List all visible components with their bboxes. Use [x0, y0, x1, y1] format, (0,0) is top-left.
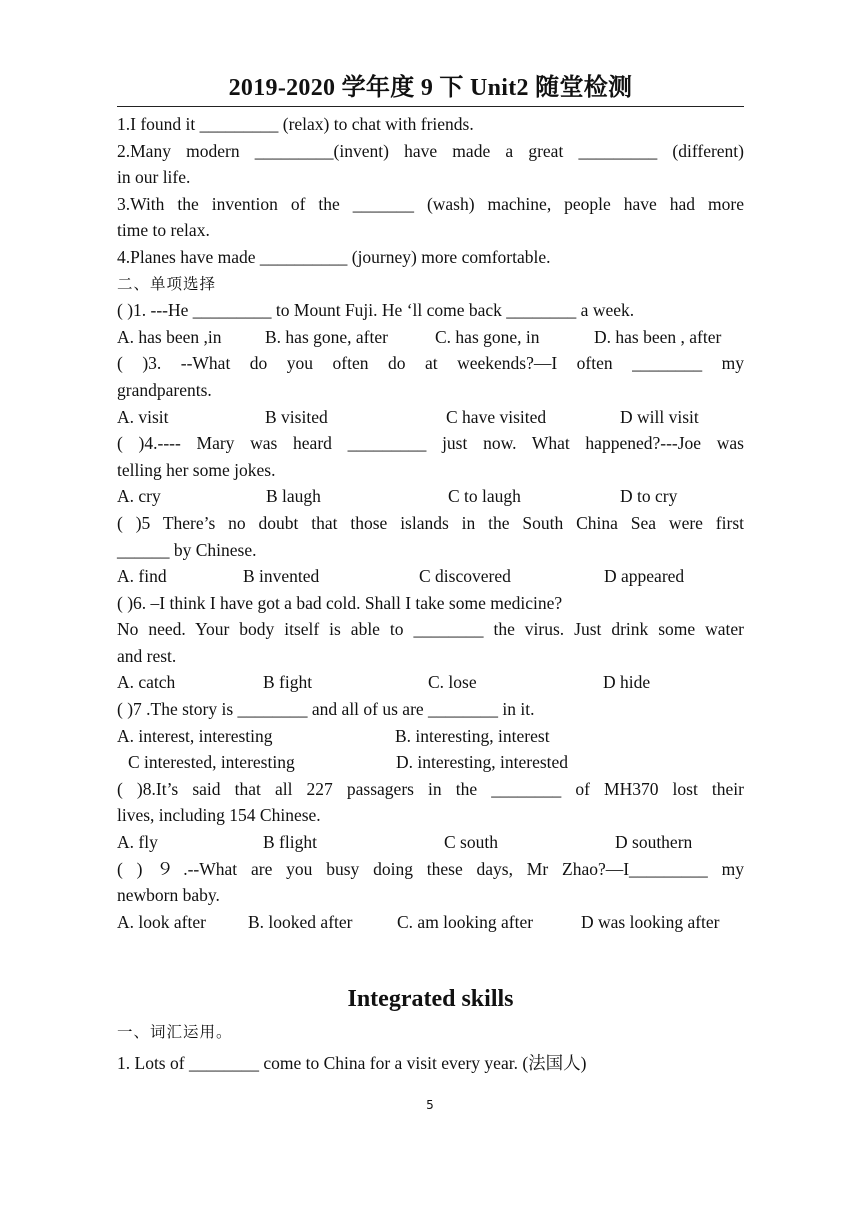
option-a: A. find — [117, 566, 167, 587]
question-stem: ( )4.---- Mary was heard _________ just now. What happened?---Joe was — [117, 433, 744, 454]
fill-line: 3.With the invention of the _______ (wash) machine, people have had more — [117, 193, 744, 214]
fill-line: 1. Lots of ________ come to China for a visit every year. (法国人) — [117, 1053, 587, 1073]
option-d: D will visit — [620, 406, 699, 427]
answer-options — [117, 723, 744, 750]
question-stem: ( )1. ---He _________ to Mount Fuji. He ‘ll come back ________ a week. — [117, 300, 635, 321]
question-stem: ( )3. --What do you often do at weekends?—I often ________ my — [117, 353, 744, 374]
option-d: D hide — [603, 672, 651, 693]
question-stem: No need. Your body itself is able to ________ the virus. Just drink some water — [117, 619, 744, 640]
fill-line: in our life. — [117, 167, 191, 188]
option-b: B visited — [265, 406, 328, 427]
answer-options — [117, 483, 744, 510]
option-a: A. cry — [117, 486, 161, 507]
question-stem: newborn baby. — [117, 885, 220, 906]
question-stem: ( ) ９.--What are you busy doing these days, Mr Zhao?—I_________ my — [117, 858, 744, 879]
option-c: C to laugh — [448, 486, 521, 507]
fill-line: 2.Many modern _________(invent) have made a great _________ (different) — [117, 140, 744, 161]
option-d: D appeared — [604, 566, 685, 587]
question-stem: telling her some jokes. — [117, 459, 276, 480]
section-title: Integrated skills — [347, 986, 514, 1013]
option-a: A. interest, interesting — [117, 725, 273, 746]
option-d: D. has been , after — [594, 326, 722, 347]
option-b: B invented — [243, 566, 320, 587]
option-c: C. am looking after — [397, 911, 534, 932]
option-c: C interested, interesting — [128, 752, 295, 773]
question-stem: ( )6. –I think I have got a bad cold. Shall I take some medicine? — [117, 592, 563, 613]
option-b: B. has gone, after — [265, 326, 388, 347]
option-c: C discovered — [419, 566, 511, 587]
answer-options — [117, 404, 744, 431]
option-a: A. has been ,in — [117, 326, 222, 347]
page-title: 2019-2020 学年度 9 下 Unit2 随堂检测 — [228, 75, 633, 101]
answer-options — [117, 324, 744, 351]
option-a: A. visit — [117, 406, 169, 427]
fill-line: time to relax. — [117, 220, 210, 241]
option-a: A. fly — [117, 832, 158, 853]
option-a: A. look after — [117, 911, 206, 932]
worksheet — [117, 72, 744, 1077]
option-b: B. looked after — [248, 911, 353, 932]
answer-options — [117, 749, 744, 776]
option-b: B laugh — [266, 486, 321, 507]
option-c: C have visited — [446, 406, 547, 427]
question-stem: ( )8.It’s said that all 227 passagers in the ________ of MH370 lost their — [117, 778, 744, 799]
option-d: D was looking after — [581, 911, 720, 932]
question-stem: and rest. — [117, 645, 177, 666]
page-number: 5 — [426, 1098, 434, 1112]
option-b: B. interesting, interest — [395, 725, 550, 746]
fill-line: 1.I found it _________ (relax) to chat with friends. — [117, 114, 474, 134]
option-d: D southern — [615, 832, 693, 853]
option-b: B flight — [263, 832, 317, 853]
question-stem: ( )5 There’s no doubt that those islands in the South China Sea were first — [117, 512, 744, 533]
question-stem: ______ by Chinese. — [117, 539, 257, 560]
option-c: C. lose — [428, 672, 477, 693]
option-d: D to cry — [620, 486, 678, 507]
option-b: B fight — [263, 672, 313, 693]
option-d: D. interesting, interested — [396, 752, 569, 773]
question-stem: grandparents. — [117, 379, 212, 400]
title-underline — [117, 106, 744, 107]
fill-line: 4.Planes have made __________ (journey) more comfortable. — [117, 246, 551, 267]
answer-options — [117, 669, 744, 696]
answer-options — [117, 563, 744, 590]
question-stem: lives, including 154 Chinese. — [117, 805, 321, 826]
answer-options — [117, 829, 744, 856]
option-a: A. catch — [117, 672, 176, 693]
section-heading: 一、词汇运用。 — [117, 1023, 233, 1042]
option-c: C south — [444, 832, 498, 853]
question-stem: ( )7 .The story is ________ and all of us are ________ in it. — [117, 699, 535, 720]
option-c: C. has gone, in — [435, 326, 540, 347]
answer-options — [117, 909, 744, 936]
section-heading: 二、单项选择 — [117, 274, 217, 293]
